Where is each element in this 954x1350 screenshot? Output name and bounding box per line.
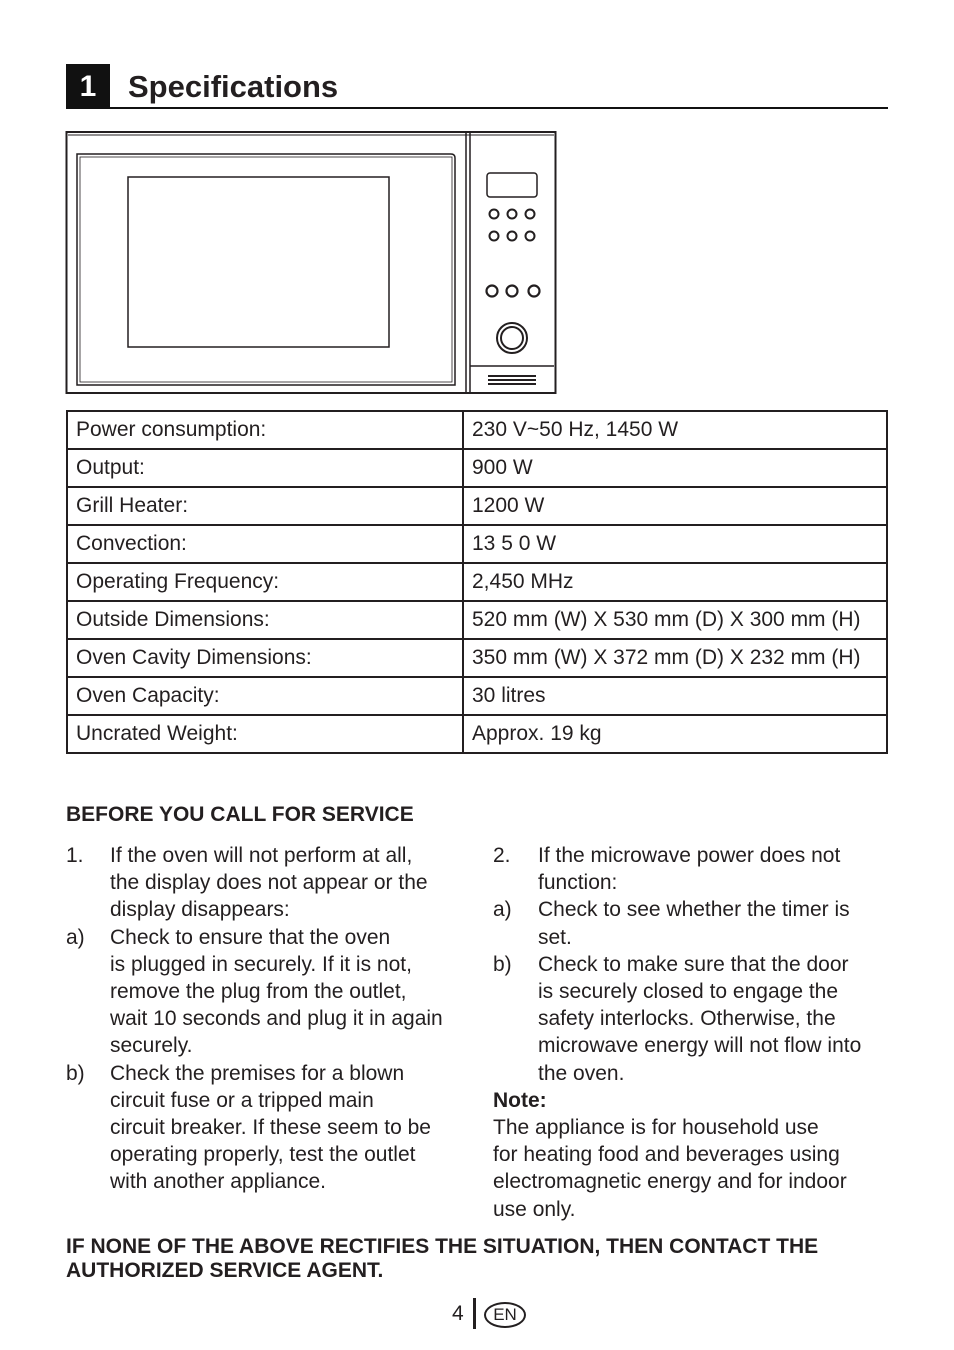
table-row [67,525,887,563]
item-line: circuit fuse or a tripped main [110,1088,374,1112]
service-left-column [66,842,466,1196]
spec-value: Approx. 19 kg [463,715,887,753]
service-right-column [493,842,893,1223]
spec-value: 1200 W [463,487,887,525]
spec-label: Oven Cavity Dimensions: [67,639,463,677]
spec-label: Grill Heater: [67,487,463,525]
spec-label: Convection: [67,525,463,563]
item-line: set. [538,925,572,949]
item-line: securely. [110,1034,193,1058]
item-line: Check the premises for a blown [110,1061,405,1085]
specifications-table [66,410,888,754]
table-row [67,487,887,525]
table-row [67,677,887,715]
spec-value: 2,450 MHz [463,563,887,601]
table-row [67,449,887,487]
item-line: remove the plug from the outlet, [110,980,407,1004]
item-line: the display does not appear or the [110,871,428,895]
item-line: If the microwave power does not [538,844,841,867]
item-line: circuit breaker. If these seem to be [110,1116,431,1140]
item-marker: 1. [66,844,84,867]
item-line: microwave energy will not flow into [538,1034,862,1058]
item-line: If the oven will not perform at all, [110,844,413,867]
spec-label: Uncrated Weight: [67,715,463,753]
list-item [66,1060,466,1196]
spec-label: Oven Capacity: [67,677,463,715]
service-heading: BEFORE YOU CALL FOR SERVICE [66,803,414,826]
item-marker: a) [66,925,85,949]
list-item [493,951,893,1087]
note-line: The appliance is for household use [493,1116,819,1140]
table-row [67,639,887,677]
spec-label: Output: [67,449,463,487]
list-item [66,924,466,1060]
item-line: is securely closed to engage the [538,980,839,1004]
section-header [66,64,888,109]
item-marker: a) [493,898,512,922]
list-item [66,842,466,924]
table-row [67,601,887,639]
note-line: electromagnetic energy and for indoor [493,1170,847,1194]
item-marker: 2. [493,844,511,867]
item-line: wait 10 seconds and plug it in again [110,1007,443,1031]
item-line: operating properly, test the outlet [110,1143,416,1167]
final-line: IF NONE OF THE ABOVE RECTIFIES THE SITUATION, THEN CONTACT THE [66,1235,819,1258]
list-item [493,896,893,950]
table-row [67,563,887,601]
spec-value: 230 V~50 Hz, 1450 W [463,411,887,449]
spec-value: 900 W [463,449,887,487]
spec-label: Operating Frequency: [67,563,463,601]
item-line: Check to see whether the timer is [538,898,850,922]
final-line: AUTHORIZED SERVICE AGENT. [66,1259,384,1282]
page-title: Specifications [128,69,339,104]
item-line: Check to make sure that the door [538,952,849,976]
item-line: Check to ensure that the oven [110,925,391,949]
page-number: 4 [452,1302,464,1325]
note-line: use only. [493,1197,576,1221]
spec-value: 30 litres [463,677,887,715]
spec-label: Outside Dimensions: [67,601,463,639]
table-row [67,411,887,449]
item-line: display disappears: [110,898,290,922]
footer-divider [473,1298,476,1329]
item-line: the oven. [538,1061,625,1085]
item-marker: b) [493,952,512,976]
spec-label: Power consumption: [67,411,463,449]
item-line: is plugged in securely. If it is not, [110,952,412,976]
spec-value: 13 5 0 W [463,525,887,563]
item-marker: b) [66,1061,85,1085]
spec-value: 520 mm (W) X 530 mm (D) X 300 mm (H) [463,601,887,639]
spec-value: 350 mm (W) X 372 mm (D) X 232 mm (H) [463,639,887,677]
section-number: 1 [66,64,110,109]
note-line: for heating food and beverages using [493,1143,840,1167]
title-rule [66,107,888,109]
microwave-illustration [65,130,557,396]
contact-service-message [66,1235,906,1283]
table-row [67,715,887,753]
item-line: function: [538,871,618,895]
note-title: Note: [493,1088,547,1112]
list-item [493,842,893,896]
item-line: safety interlocks. Otherwise, the [538,1007,836,1031]
language-badge: EN [484,1302,526,1328]
item-line: with another appliance. [110,1170,326,1194]
